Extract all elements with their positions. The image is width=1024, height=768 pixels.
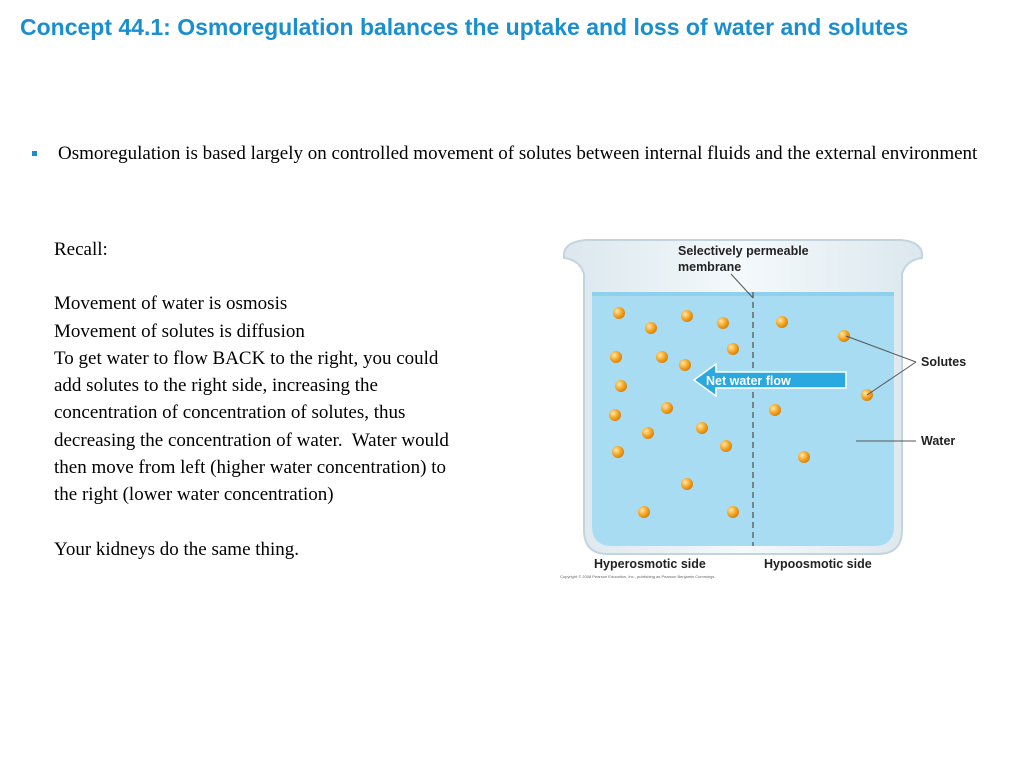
slide-title: Concept 44.1: Osmoregulation balances the uptake and loss of water and solutes <box>20 14 909 40</box>
recall-text-block <box>54 236 464 563</box>
hyperosmotic-side-label: Hyperosmotic side <box>594 557 706 571</box>
solute-particle <box>717 317 729 329</box>
recall-line-osmosis: Movement of water is osmosis <box>54 293 288 315</box>
copyright-notice: Copyright © 2008 Pearson Education, Inc., publishing as Pearson Benjamin Cummings. <box>560 574 716 579</box>
water-surface <box>592 292 894 296</box>
solute-particle <box>642 427 654 439</box>
solute-particle <box>645 322 657 334</box>
solute-particle <box>610 351 622 363</box>
solute-particle <box>679 359 691 371</box>
recall-heading: Recall: <box>54 239 108 260</box>
solute-particle <box>613 307 625 319</box>
solute-particle <box>798 451 810 463</box>
solute-particle <box>727 343 739 355</box>
solute-particle <box>656 351 668 363</box>
recall-line-explanation: To get water to flow BACK to the right, you could add solutes to the right side, increasing the concentration of concentration of solutes, thus decreasing the concentration of water. Water would then move from left (higher water concentration) to the right (lower water concentration) <box>54 347 454 506</box>
solute-particle <box>615 380 627 392</box>
osmosis-beaker-figure <box>556 230 967 585</box>
net-water-flow-label: Net water flow <box>706 374 791 388</box>
solute-particle <box>661 402 673 414</box>
bullet-marker <box>32 151 37 156</box>
solute-particle <box>720 440 732 452</box>
solute-particle <box>681 310 693 322</box>
bullet-item <box>32 140 982 168</box>
solute-particle <box>727 506 739 518</box>
water-fill <box>592 294 894 546</box>
solute-particle <box>638 506 650 518</box>
solute-particle <box>681 478 693 490</box>
beaker-diagram <box>556 230 967 585</box>
solute-particle <box>696 422 708 434</box>
solute-particle <box>769 404 781 416</box>
solute-particle <box>612 446 624 458</box>
bullet-text: Osmoregulation is based largely on controlled movement of solutes between internal fluids and the external environment <box>58 143 978 164</box>
solute-particle <box>609 409 621 421</box>
water-label: Water <box>921 434 956 448</box>
solute-particle <box>776 316 788 328</box>
hypoosmotic-side-label: Hypoosmotic side <box>764 557 872 571</box>
solutes-label: Solutes <box>921 355 967 369</box>
bullet-list <box>32 140 982 168</box>
membrane-label-line1: Selectively permeable <box>678 244 809 258</box>
recall-line-diffusion: Movement of solutes is diffusion <box>54 320 305 342</box>
membrane-label-line2: membrane <box>678 260 742 274</box>
recall-closing: Your kidneys do the same thing. <box>54 538 300 560</box>
solute-particle <box>838 330 850 342</box>
